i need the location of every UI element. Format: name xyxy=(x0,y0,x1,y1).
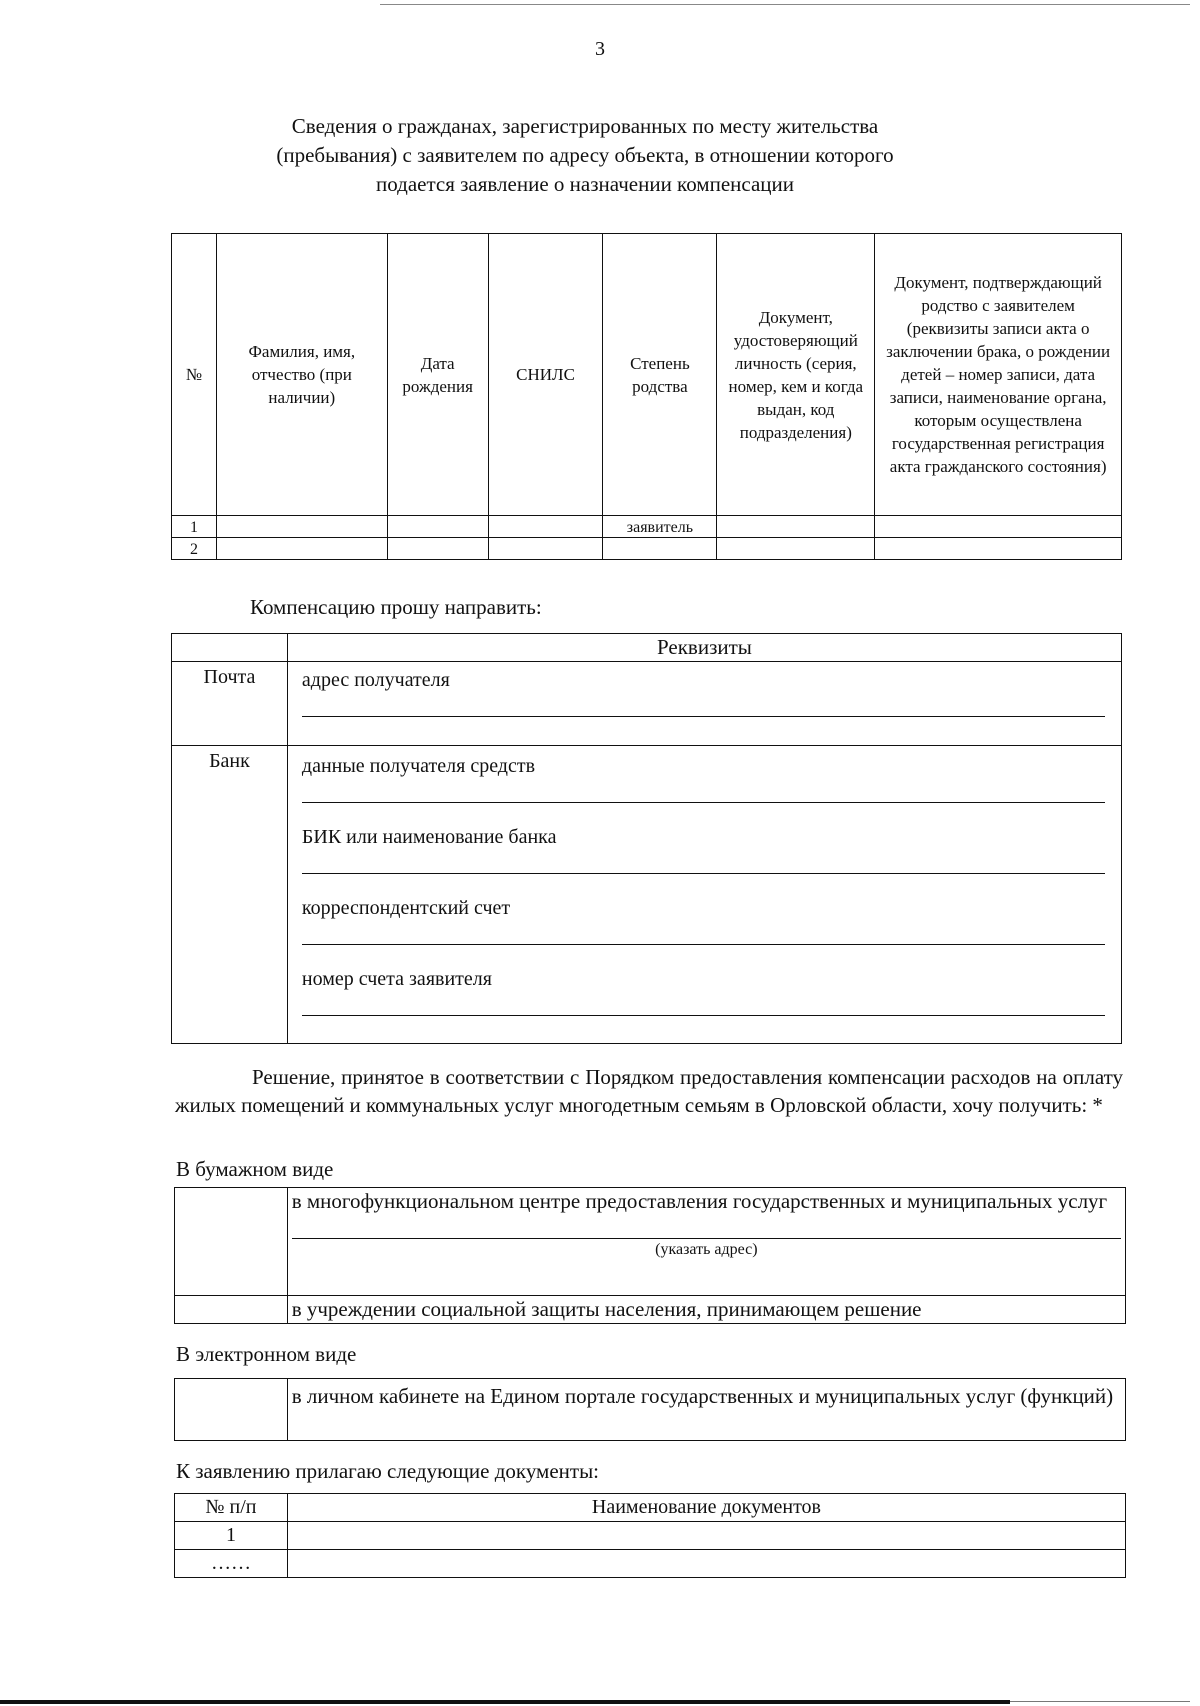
table-row xyxy=(172,538,1122,560)
attachments-heading: К заявлению прилагаю следующие документы: xyxy=(176,1459,600,1483)
table-row xyxy=(172,516,1122,538)
bank-fields xyxy=(287,746,1121,1044)
electronic-option-1-checkbox[interactable] xyxy=(175,1379,288,1441)
recipient-address-field[interactable] xyxy=(302,716,1105,717)
row-relation[interactable] xyxy=(603,538,717,560)
recipient-address-label: адрес получателя xyxy=(301,669,450,691)
row-birth-cell[interactable] xyxy=(387,538,488,560)
doc-row-name-cell[interactable] xyxy=(287,1522,1125,1550)
citizens-table xyxy=(171,233,1122,560)
corr-account-label: корреспондентский счет xyxy=(301,897,511,919)
title-line-3: подается заявление о назначении компенсации xyxy=(376,172,794,196)
paper-options-table xyxy=(174,1187,1126,1324)
row-id-doc-cell[interactable] xyxy=(717,538,875,560)
mail-fields xyxy=(287,662,1121,746)
row-birth-cell[interactable] xyxy=(387,516,488,538)
decision-text: Решение, принятое в соответствии с Порядком предоставления компенсации расходов на оплату жилых помещений и коммунальных услуг многодетным семьям в Орловской области, хочу получить: * xyxy=(175,1065,1123,1117)
paper-option-1-row xyxy=(175,1188,1126,1296)
bank-label: Банк xyxy=(172,746,288,1044)
bik-field[interactable] xyxy=(302,873,1105,874)
electronic-heading: В электронном виде xyxy=(176,1342,357,1366)
row-name-cell[interactable] xyxy=(216,538,387,560)
table-row xyxy=(175,1522,1126,1550)
form-title xyxy=(220,112,950,199)
attachments-header-row xyxy=(175,1494,1126,1522)
col-name-header: Фамилия, имя, отчество (при наличии) xyxy=(216,234,387,516)
table-row xyxy=(175,1550,1126,1578)
account-number-field[interactable] xyxy=(302,1015,1105,1016)
citizens-header-row xyxy=(172,234,1122,516)
paper-option-2-row xyxy=(175,1296,1126,1324)
col-relation-header: Степень родства xyxy=(603,234,717,516)
col-kinship-doc-header: Документ, подтверждающий родство с заявителем (реквизиты записи акта о заключении брака, о рождении детей – номер записи, дата записи, наименование органа, которым осуществлена государственная регистрация акта гражданского состояния) xyxy=(875,234,1122,516)
requisites-header-row xyxy=(172,634,1122,662)
bank-row xyxy=(172,746,1122,1044)
electronic-options-table xyxy=(174,1378,1126,1441)
row-num: 2 xyxy=(172,538,217,560)
account-number-label: номер счета заявителя xyxy=(301,968,492,990)
row-id-doc-cell[interactable] xyxy=(717,516,875,538)
paper-option-1-checkbox[interactable] xyxy=(175,1188,288,1296)
mfc-address-note: (указать адрес) xyxy=(655,1241,758,1258)
bottom-scan-line xyxy=(0,1700,1010,1704)
title-line-1: Сведения о гражданах, зарегистрированных по месту жительства xyxy=(291,114,879,138)
col-doc-num-header: № п/п xyxy=(175,1494,288,1522)
row-name-cell[interactable] xyxy=(216,516,387,538)
col-snils-header: СНИЛС xyxy=(488,234,603,516)
bank-recipient-label: данные получателя средств xyxy=(301,755,536,777)
requisites-corner-cell xyxy=(172,634,288,662)
col-id-doc-header: Документ, удостоверяющий личность (серия, номер, кем и когда выдан, код подразделения) xyxy=(717,234,875,516)
requisites-header: Реквизиты xyxy=(287,634,1121,662)
electronic-option-1-row xyxy=(175,1379,1126,1441)
mail-label: Почта xyxy=(172,662,288,746)
page-number: 3 xyxy=(595,38,605,60)
bik-label: БИК или наименование банка xyxy=(301,826,557,848)
paper-option-1-cell xyxy=(287,1188,1125,1296)
row-kinship-doc-cell[interactable] xyxy=(875,516,1122,538)
paper-option-1-label: в многофункциональном центре предоставления государственных и муниципальных услуг xyxy=(291,1189,1108,1213)
doc-row-num: …… xyxy=(175,1550,288,1578)
title-line-2: (пребывания) с заявителем по адресу объекта, в отношении которого xyxy=(276,143,894,167)
row-num: 1 xyxy=(172,516,217,538)
doc-row-name-cell[interactable] xyxy=(287,1550,1125,1578)
paper-option-2-checkbox[interactable] xyxy=(175,1296,288,1324)
col-num-header: № xyxy=(172,234,217,516)
paper-heading: В бумажном виде xyxy=(176,1157,334,1181)
col-birth-header: Дата рождения xyxy=(387,234,488,516)
row-snils-cell[interactable] xyxy=(488,516,603,538)
requisites-table xyxy=(171,633,1122,1044)
compensation-heading: Компенсацию прошу направить: xyxy=(250,595,542,619)
bottom-scan-line-faint xyxy=(1010,1701,1190,1702)
row-snils-cell[interactable] xyxy=(488,538,603,560)
col-doc-name-header: Наименование документов xyxy=(287,1494,1125,1522)
paper-option-2-label: в учреждении социальной защиты населения, принимающем решение xyxy=(287,1296,1125,1324)
top-scan-line xyxy=(380,4,1190,5)
row-kinship-doc-cell[interactable] xyxy=(875,538,1122,560)
mail-row xyxy=(172,662,1122,746)
bank-recipient-field[interactable] xyxy=(302,802,1105,803)
row-relation: заявитель xyxy=(603,516,717,538)
electronic-option-1-label: в личном кабинете на Едином портале государственных и муниципальных услуг (функций) xyxy=(287,1379,1125,1441)
corr-account-field[interactable] xyxy=(302,944,1105,945)
doc-row-num: 1 xyxy=(175,1522,288,1550)
attachments-table xyxy=(174,1493,1126,1578)
